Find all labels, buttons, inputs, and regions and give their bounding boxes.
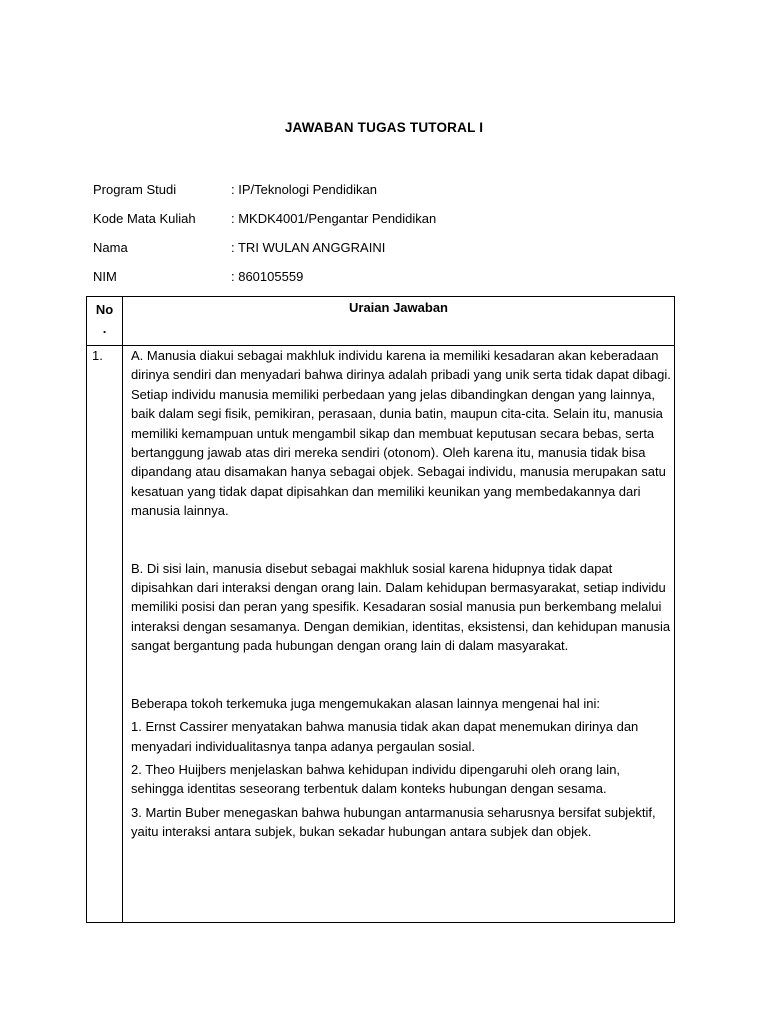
meta-value: : TRI WULAN ANGGRAINI — [231, 240, 386, 255]
list-item-3: 3. Martin Buber menegaskan bahwa hubungan antarmanusia seharusnya bersifat subjektif, yaitu interaksi antara subjek, bukan sekadar hubungan antara subjek dan objek. — [131, 804, 656, 840]
meta-label: Kode Mata Kuliah — [93, 211, 196, 226]
header-number-line: No — [95, 302, 114, 317]
meta-value: : MKDK4001/Pengantar Pendidikan — [231, 211, 437, 226]
meta-label: Program Studi — [93, 182, 177, 197]
meta-value: : IP/Teknologi Pendidikan — [231, 182, 377, 197]
row-number: 1. — [92, 348, 103, 363]
meta-label: Nama — [93, 240, 128, 255]
answer-content — [131, 346, 671, 842]
list-item-2: 2. Theo Huijbers menjelaskan bahwa kehidupan individu dipengaruhi oleh orang lain, sehingga identitas seseorang terbentuk dalam konteks hubungan dengan sesama. — [131, 761, 621, 797]
column-divider — [122, 297, 123, 922]
header-number — [87, 300, 122, 338]
header-number-line: . — [102, 321, 107, 336]
meta-label: NIM — [93, 269, 117, 284]
paragraph-a: A. Manusia diakui sebagai makhluk individu karena ia memiliki kesadaran akan keberadaan dirinya sendiri dan menyadari bahwa dirinya adalah pribadi yang unik serta tidak dapat dibagi. Setiap individu manusia memiliki perbedaan yang jelas dibandingkan dengan yang lainnya, baik dalam segi fisik, pemikiran, perasaan, dunia batin, maupun cita-cita. Selain itu, manusia memiliki kemampuan untuk mengambil sikap dan membuat keputusan secara bebas, serta bertanggung jawab atas diri mereka sendiri (otonom). Oleh karena itu, manusia tidak bisa dipandang atau disamakan hanya sebagai objek. Sebagai individu, manusia merupakan satu kesatuan yang tidak dapat dipisahkan dan memiliki keunikan yang membedakannya dari manusia lainnya. — [131, 348, 671, 519]
paragraph-intro: Beberapa tokoh terkemuka juga mengemukakan alasan lainnya mengenai hal ini: — [131, 695, 601, 711]
meta-value: : 860105559 — [231, 269, 304, 284]
header-answer: Uraian Jawaban — [349, 300, 448, 315]
document-title: JAWABAN TUGAS TUTORAL I — [284, 120, 484, 135]
paragraph-b: B. Di sisi lain, manusia disebut sebagai makhluk sosial karena hidupnya tidak dapat dipisahkan dari interaksi dengan orang lain. Dalam kehidupan bermasyarakat, setiap individu memiliki posisi dan peran yang spesifik. Kesadaran sosial manusia pun berkembang melalui interaksi dengan sesamanya. Dengan demikian, identitas, eksistensi, dan kehidupan manusia sangat bergantung pada hubungan dengan orang lain di dalam masyarakat. — [131, 560, 671, 654]
list-item-1: 1. Ernst Cassirer menyatakan bahwa manusia tidak akan dapat menemukan dirinya dan menyadari individualitasnya tanpa adanya pergaulan sosial. — [131, 719, 639, 754]
answer-table — [86, 296, 675, 923]
